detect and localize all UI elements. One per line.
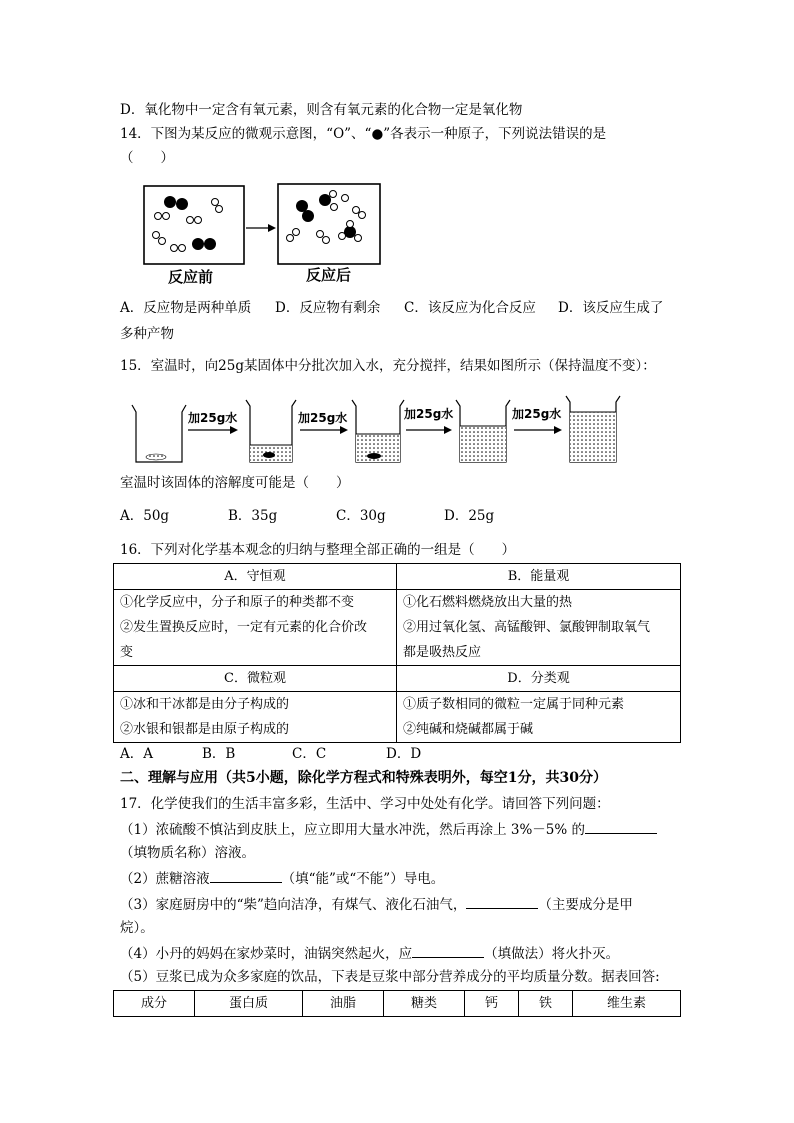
q14-option-d-cont: 多种产物 — [120, 326, 174, 342]
blank-1[interactable] — [585, 819, 657, 834]
q15-option-b: B．35g — [228, 508, 278, 524]
q17-part3: （3）家庭厨房中的“柴”趋向洁净，有煤气、液化石油气， （主要成分是甲 — [120, 894, 633, 915]
arrow-label-4: 加25g水 — [512, 407, 562, 421]
q13-option-d: D．氧化物中一定含有氧元素，则含有氧元素的化合物一定是氧化物 — [120, 102, 523, 118]
cell-c-body: ①冰和干冰都是由分子构成的 ②水银和银都是由原子构成的 — [114, 692, 397, 743]
nutrient-header: 维生素 — [572, 991, 680, 1017]
label-before: 反应前 — [168, 268, 214, 286]
q15-beaker-diagram — [124, 390, 624, 470]
q15-option-d: D．25g — [444, 508, 495, 524]
nutrient-header: 蛋白质 — [195, 991, 303, 1017]
q14-reaction-diagram — [140, 180, 390, 290]
q17-stem: 17．化学使我们的生活丰富多彩，生活中、学习中处处有化学。请回答下列问题： — [120, 796, 610, 812]
q17-part5: （5）豆浆已成为众多家庭的饮品，下表是豆浆中部分营养成分的平均质量分数。据表回答: — [120, 969, 660, 985]
section-2-heading: 二、理解与应用（共5小题，除化学方程式和特殊表明外，每空1分，共30分） — [120, 770, 607, 786]
q16-table — [113, 563, 681, 743]
cell-d-head: D．分类观 — [397, 666, 681, 692]
q17-part4: （4）小丹的妈妈在家炒菜时，油锅突然起火，应 （填做法）将火扑灭。 — [120, 943, 619, 964]
q16-stem: 16．下列对化学基本观念的归纳与整理全部正确的一组是（ ） — [120, 542, 516, 558]
q14-option-a: A．反应物是两种单质 — [120, 300, 252, 316]
cell-c-head: C．微粒观 — [114, 666, 397, 692]
q16-option-d: D．D — [386, 746, 422, 762]
cell-a-body: ①化学反应中，分子和原子的种类都不变 ②发生置换反应时，一定有元素的化合价改 变 — [114, 590, 397, 666]
q15-option-c: C．30g — [336, 508, 386, 524]
q17-nutrition-table — [113, 990, 681, 1017]
q16-option-c: C．C — [292, 746, 327, 762]
cell-d-body: ①质子数相同的微粒一定属于同种元素 ②纯碱和烧碱都属于碱 — [397, 692, 681, 743]
arrow-label-3: 加25g水 — [404, 407, 454, 421]
q15-option-a: A．50g — [120, 508, 170, 524]
q17-part2: （2）蔗糖溶液 （填“能”或“不能”）导电。 — [120, 868, 444, 889]
nutrient-header: 成分 — [114, 991, 195, 1017]
blank-4[interactable] — [412, 943, 484, 958]
cell-b-body: ①化石燃料燃烧放出大量的热 ②用过氧化氢、高锰酸钾、氯酸钾制取氧气 都是吸热反应 — [397, 590, 681, 666]
q17-part3-cont: 烷）。 — [120, 920, 154, 936]
blank-3[interactable] — [466, 894, 538, 909]
q14-option-c: C．该反应为化合反应 — [404, 300, 536, 316]
blank-2[interactable] — [210, 868, 282, 883]
q14-option-b: D．反应物有剩余 — [275, 300, 381, 316]
arrow-label-2: 加25g水 — [298, 411, 348, 425]
cell-b-head: B．能量观 — [397, 564, 681, 590]
nutrient-header: 糖类 — [383, 991, 464, 1017]
nutrient-header: 钙 — [464, 991, 518, 1017]
q14-paren: （ ） — [120, 150, 174, 166]
cell-a-head: A．守恒观 — [114, 564, 397, 590]
arrow-label-1: 加25g水 — [188, 411, 238, 425]
nutrient-header: 铁 — [518, 991, 572, 1017]
q14-stem: 14．下图为某反应的微观示意图，“O”、“●”各表示一种原子，下列说法错误的是 — [120, 126, 607, 142]
q15-stem: 15．室温时，向25g某固体中分批次加入水，充分搅拌，结果如图所示（保持温度不变）： — [120, 358, 656, 374]
q15-question: 室温时该固体的溶解度可能是（ ） — [120, 475, 350, 491]
q16-option-b: B．B — [202, 746, 236, 762]
q17-part1: （1）浓硫酸不慎沾到皮肤上，应立即用大量水冲洗，然后再涂上 3%－5% 的 — [120, 819, 657, 840]
q16-option-a: A．A — [120, 746, 153, 762]
nutrient-header: 油脂 — [302, 991, 383, 1017]
q14-option-d: D．该反应生成了 — [558, 300, 664, 316]
q17-part1-cont: （填物质名称）溶液。 — [120, 845, 255, 861]
label-after: 反应后 — [306, 266, 352, 284]
